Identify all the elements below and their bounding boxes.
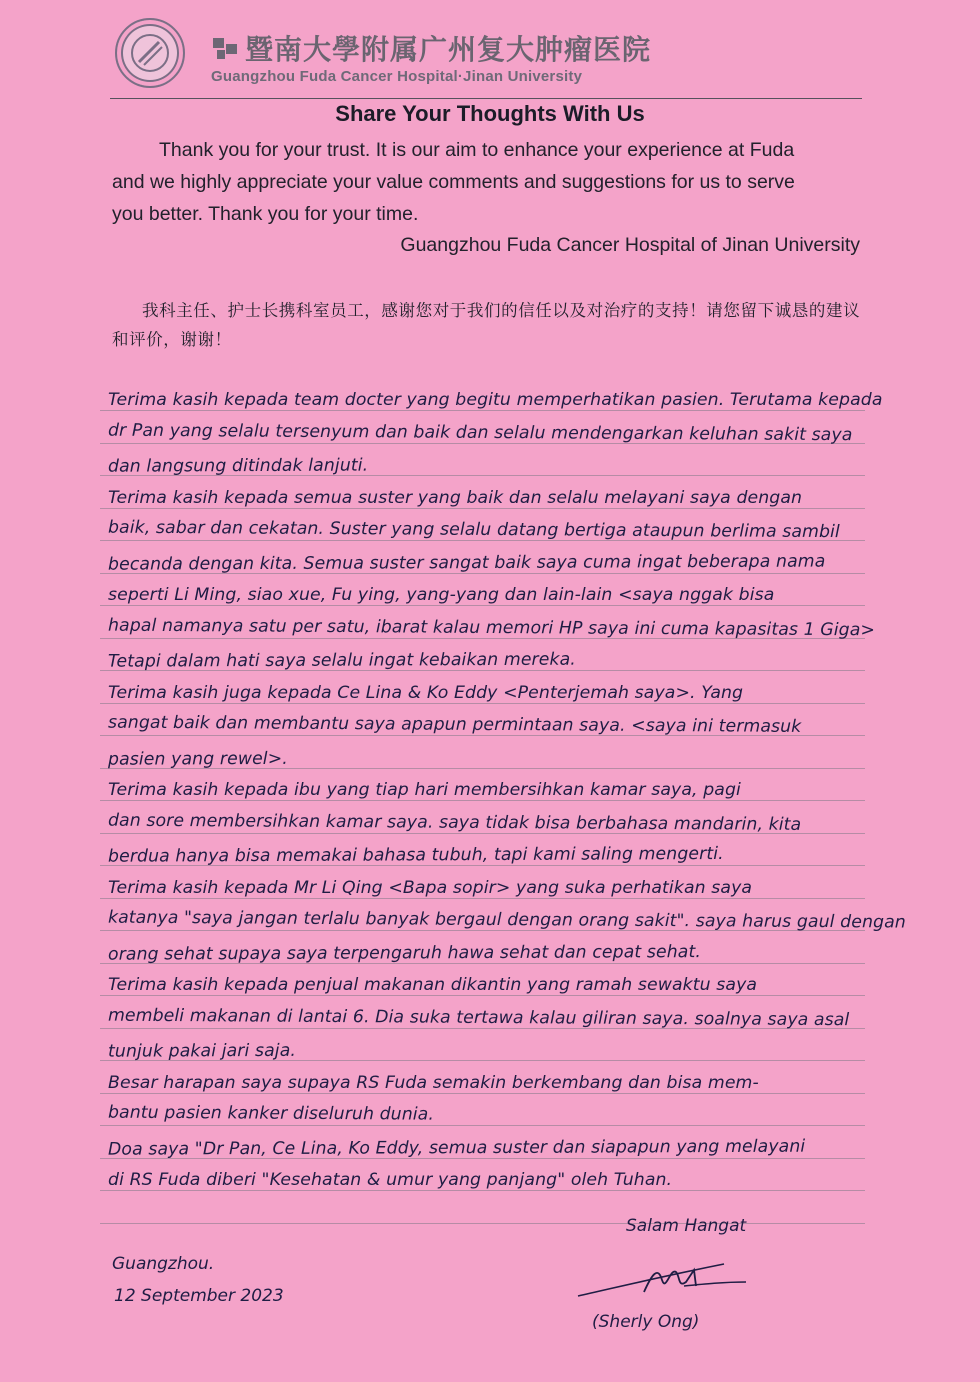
hospital-header	[115, 18, 875, 98]
letter-line: Tetapi dalam hati saya selalu ingat kebaikan mereka.	[107, 649, 576, 672]
hospital-signoff: Guangzhou Fuda Cancer Hospital of Jinan University	[400, 234, 860, 256]
hospital-seal-icon	[115, 18, 185, 88]
ruled-line	[100, 508, 865, 509]
letter-line: tunjuk pakai jari saja.	[107, 1040, 297, 1062]
letter-line: dr Pan yang selalu tersenyum dan baik dan selalu mendengarkan keluhan sakit saya	[107, 420, 853, 445]
intro-line: Thank you for your trust. It is our aim to enhance your experience at Fuda	[159, 139, 795, 161]
letter-line: sangat baik dan membantu saya apapun permintaan saya. <saya ini termasuk	[107, 712, 802, 737]
letter-line: Terima kasih kepada ibu yang tiap hari membersihkan kamar saya, pagi	[108, 780, 741, 800]
intro-line: and we highly appreciate your value comments and suggestions for us to serve	[112, 171, 795, 193]
letter-line: katanya "saya jangan terlalu banyak bergaul dengan orang sakit". saya harus gaul dengan	[107, 907, 906, 933]
hospital-logo-icon	[211, 36, 241, 62]
letter-line: orang sehat supaya saya terpengaruh hawa sehat dan cepat sehat.	[107, 941, 701, 965]
header-divider	[110, 98, 862, 99]
ruled-line	[100, 800, 865, 801]
letter-line: di RS Fuda diberi "Kesehatan & umur yang panjang" oleh Tuhan.	[108, 1170, 673, 1190]
letter-line: Terima kasih kepada team docter yang begitu memperhatikan pasien. Terutama kepada	[108, 390, 883, 410]
letter-line: Terima kasih kepada Mr Li Qing <Bapa sopir> yang suka perhatikan saya	[108, 877, 753, 898]
ruled-line	[100, 1190, 865, 1191]
ruled-line	[100, 1223, 865, 1224]
letter-line: pasien yang rewel>.	[107, 748, 288, 770]
ruled-line	[100, 703, 865, 704]
letter-line: Terima kasih kepada penjual makanan dikantin yang ramah sewaktu saya	[108, 975, 758, 995]
chinese-prompt: 我科主任、护士长携科室员工，感谢您对于我们的信任以及对治疗的支持！请您留下诚恳的建议和评价，谢谢！	[112, 301, 861, 349]
letter-line: Terima kasih kepada semua suster yang baik dan selalu melayani saya dengan	[108, 487, 803, 508]
letter-line: dan langsung ditindak lanjuti.	[107, 455, 369, 477]
letter-date: 12 September 2023	[114, 1286, 284, 1306]
letter-line: becanda dengan kita. Semua suster sangat baik saya cuma ingat beberapa nama	[107, 551, 826, 575]
ruled-line	[100, 898, 865, 899]
letter-line: bantu pasien kanker diseluruh dunia.	[107, 1102, 435, 1125]
letter-line: baik, sabar dan cekatan. Suster yang selalu datang bertiga ataupun berlima sambil	[107, 517, 840, 543]
form-title: Share Your Thoughts With Us	[335, 101, 645, 126]
letter-line: berdua hanya bisa memakai bahasa tubuh, tapi kami saling mengerti.	[107, 843, 724, 867]
letter-line: Terima kasih juga kepada Ce Lina & Ko Eddy <Penterjemah saya>. Yang	[108, 682, 744, 703]
intro-line: you better. Thank you for your time.	[112, 203, 419, 225]
letter-place: Guangzhou.	[112, 1254, 215, 1274]
letter-line: Doa saya "Dr Pan, Ce Lina, Ko Eddy, semua suster dan siapapun yang melayani	[107, 1136, 806, 1160]
intro-text	[112, 134, 872, 230]
ruled-line	[100, 1093, 865, 1094]
hospital-chinese-name: 暨南大學附属广州复大肿瘤医院	[245, 33, 652, 66]
signer-name: (Sherly Ong)	[592, 1312, 700, 1332]
letter-line: dan sore membersihkan kamar saya. saya tidak bisa berbahasa mandarin, kita	[107, 810, 802, 835]
ruled-line	[100, 605, 865, 606]
letter-line: Besar harapan saya supaya RS Fuda semakin berkembang dan bisa mem-	[108, 1072, 759, 1093]
ruled-line	[100, 410, 865, 411]
letter-line: seperti Li Ming, siao xue, Fu ying, yang-yang dan lain-lain <saya nggak bisa	[108, 585, 775, 605]
hospital-english-name: Guangzhou Fuda Cancer Hospital·Jinan University	[211, 68, 583, 85]
ruled-line	[100, 995, 865, 996]
handwritten-signature	[574, 1252, 754, 1312]
closing-greeting: Salam Hangat	[626, 1216, 747, 1236]
letter-line: membeli makanan di lantai 6. Dia suka tertawa kalau giliran saya. soalnya saya asal	[107, 1005, 850, 1030]
letter-line: hapal namanya satu per satu, ibarat kalau memori HP saya ini cuma kapasitas 1 Giga>	[107, 615, 876, 640]
